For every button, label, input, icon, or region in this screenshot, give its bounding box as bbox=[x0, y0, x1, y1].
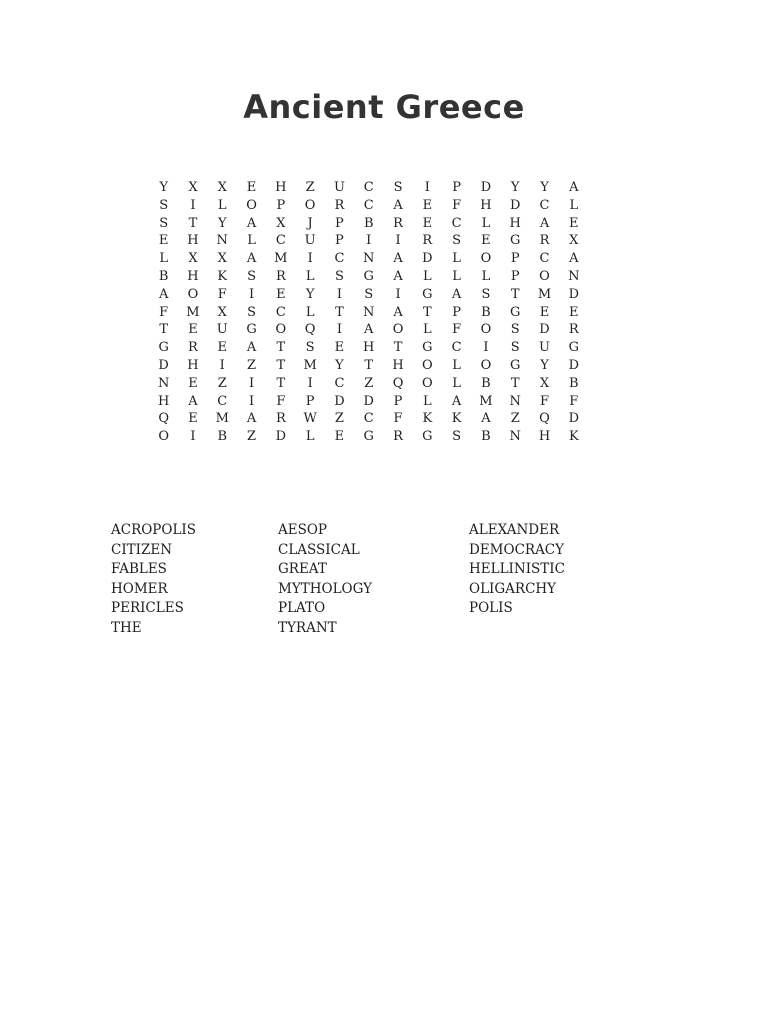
grid-letter: A bbox=[569, 180, 579, 195]
grid-letter: I bbox=[190, 197, 196, 213]
grid-letter: L bbox=[481, 215, 491, 231]
grid-letter: Z bbox=[305, 180, 315, 195]
grid-letter: S bbox=[305, 340, 315, 356]
page-title: Ancient Greece bbox=[243, 88, 525, 126]
grid-letter: D bbox=[568, 411, 580, 427]
grid-letter: B bbox=[158, 268, 169, 284]
grid-letter: O bbox=[246, 197, 257, 213]
grid-letter: G bbox=[422, 286, 433, 302]
grid-letter: X bbox=[217, 180, 227, 195]
grid-letter: L bbox=[481, 268, 491, 284]
grid-letter: B bbox=[481, 375, 491, 391]
grid-letter: I bbox=[219, 357, 225, 373]
grid-letter: C bbox=[539, 251, 550, 267]
grid-letter: P bbox=[305, 393, 315, 409]
grid-letter: R bbox=[393, 215, 403, 231]
grid-letter: T bbox=[335, 304, 344, 320]
grid-letter: L bbox=[452, 268, 461, 284]
word-list-item: PLATO bbox=[278, 600, 326, 617]
grid-letter: X bbox=[276, 215, 286, 231]
grid-letter: C bbox=[539, 197, 550, 213]
grid-letter: O bbox=[187, 286, 199, 302]
grid-letter: I bbox=[366, 233, 372, 249]
grid-letter: O bbox=[480, 322, 492, 338]
grid-letter: K bbox=[422, 411, 433, 427]
grid-letter: B bbox=[569, 375, 579, 391]
grid-letter: U bbox=[333, 180, 345, 195]
grid-letter: R bbox=[334, 197, 345, 213]
grid-letter: F bbox=[452, 197, 462, 213]
grid-letter: R bbox=[393, 429, 403, 445]
grid-letter: O bbox=[421, 375, 433, 391]
grid-letter: E bbox=[334, 429, 345, 445]
word-list-item: CITIZEN bbox=[111, 541, 173, 558]
grid-letter: S bbox=[510, 322, 520, 338]
word-list-item: ACROPOLIS bbox=[111, 522, 197, 538]
grid-letter: C bbox=[334, 251, 345, 267]
grid-letter: T bbox=[276, 340, 286, 356]
word-list-item: CLASSICAL bbox=[278, 541, 360, 558]
grid-letter: Q bbox=[304, 322, 316, 338]
grid-letter: P bbox=[510, 268, 520, 284]
grid-letter: R bbox=[275, 268, 286, 284]
grid-letter: F bbox=[393, 411, 403, 427]
grid-letter: T bbox=[159, 322, 168, 338]
grid-letter: U bbox=[304, 233, 316, 249]
grid-letter: C bbox=[334, 375, 345, 391]
grid-letter: S bbox=[334, 268, 344, 284]
word-list-item: DEMOCRACY bbox=[469, 541, 565, 558]
grid-letter: Z bbox=[364, 375, 374, 391]
grid-letter: Z bbox=[217, 375, 227, 391]
grid-letter: A bbox=[451, 286, 462, 302]
grid-letter: R bbox=[539, 233, 550, 249]
grid-letter: Y bbox=[217, 215, 227, 231]
grid-letter: O bbox=[392, 322, 404, 338]
grid-letter: Z bbox=[510, 411, 520, 427]
grid-letter: D bbox=[568, 357, 580, 373]
grid-letter: M bbox=[215, 411, 229, 427]
grid-letter: F bbox=[539, 393, 550, 409]
grid-letter: K bbox=[451, 411, 462, 427]
grid-letter: O bbox=[480, 251, 492, 267]
grid-letter: I bbox=[248, 286, 255, 302]
word-list bbox=[111, 521, 611, 661]
grid-letter: L bbox=[159, 251, 168, 267]
grid-letter: M bbox=[479, 393, 493, 409]
grid-letter: Y bbox=[335, 357, 344, 373]
word-list-item: OLIGARCHY bbox=[469, 580, 557, 597]
grid-letter: D bbox=[509, 197, 521, 213]
grid-letter: B bbox=[217, 429, 228, 445]
grid-letter: Y bbox=[305, 286, 315, 302]
grid-letter: X bbox=[569, 233, 579, 249]
word-list-item: AESOP bbox=[278, 522, 328, 538]
grid-letter: E bbox=[334, 340, 345, 356]
grid-letter: A bbox=[539, 215, 550, 231]
word-list-item: ALEXANDER bbox=[469, 522, 560, 538]
grid-letter: L bbox=[305, 429, 315, 445]
grid-letter: L bbox=[423, 268, 432, 284]
grid-letter: I bbox=[424, 180, 430, 195]
grid-letter: S bbox=[159, 197, 169, 213]
grid-letter: I bbox=[248, 375, 255, 391]
grid-letter: L bbox=[305, 268, 315, 284]
grid-letter: L bbox=[452, 357, 461, 373]
grid-letter: L bbox=[423, 393, 432, 409]
grid-letter: I bbox=[336, 286, 342, 302]
grid-letter: S bbox=[452, 233, 462, 249]
word-list-item: PERICLES bbox=[111, 600, 184, 617]
grid-letter: T bbox=[393, 340, 403, 356]
grid-letter: H bbox=[187, 357, 199, 373]
grid-letter: I bbox=[395, 286, 401, 302]
grid-letter: K bbox=[217, 268, 228, 284]
grid-letter: D bbox=[275, 429, 287, 445]
grid-letter: H bbox=[480, 197, 492, 213]
grid-letter: E bbox=[188, 375, 198, 391]
grid-letter: U bbox=[539, 340, 550, 356]
grid-letter: A bbox=[393, 304, 403, 320]
grid-letter: H bbox=[187, 233, 199, 249]
grid-letter: A bbox=[451, 393, 462, 409]
grid-letter: E bbox=[481, 233, 491, 249]
word-list-item: MYTHOLOGY bbox=[278, 580, 373, 597]
grid-letter: L bbox=[305, 304, 315, 320]
grid-letter: S bbox=[247, 304, 256, 320]
grid-letter: F bbox=[217, 286, 227, 302]
grid-letter: F bbox=[159, 304, 169, 320]
grid-letter: T bbox=[510, 375, 520, 391]
grid-letter: A bbox=[569, 251, 579, 267]
grid-letter: S bbox=[481, 286, 491, 302]
grid-letter: Z bbox=[247, 429, 257, 445]
grid-letter: A bbox=[188, 393, 198, 409]
grid-letter: P bbox=[335, 215, 344, 231]
grid-letter: N bbox=[509, 393, 521, 409]
grid-letter: G bbox=[158, 340, 169, 356]
grid-letter: P bbox=[393, 393, 403, 409]
grid-letter: O bbox=[480, 357, 492, 373]
grid-letter: T bbox=[276, 357, 286, 373]
grid-letter: G bbox=[246, 322, 257, 338]
grid-letter: D bbox=[568, 286, 580, 302]
grid-letter: E bbox=[188, 411, 198, 427]
grid-letter: A bbox=[393, 268, 403, 284]
grid-letter: X bbox=[217, 251, 227, 267]
grid-letter: E bbox=[158, 233, 169, 249]
grid-letter: I bbox=[248, 393, 255, 409]
grid-letter: E bbox=[422, 197, 433, 213]
grid-letter: Y bbox=[510, 180, 520, 195]
word-list-item: HELLINISTIC bbox=[469, 561, 565, 578]
grid-letter: Z bbox=[247, 357, 257, 373]
grid-letter: A bbox=[158, 286, 169, 302]
grid-letter: S bbox=[452, 429, 462, 445]
grid-letter: G bbox=[363, 429, 374, 445]
grid-letter: P bbox=[510, 251, 520, 267]
grid-letter: M bbox=[537, 286, 552, 302]
grid-letter: R bbox=[188, 340, 198, 356]
grid-letter: Z bbox=[334, 411, 344, 427]
grid-letter: O bbox=[158, 429, 169, 445]
grid-letter: B bbox=[481, 429, 491, 445]
grid-letter: R bbox=[568, 322, 579, 338]
grid-letter: X bbox=[539, 375, 550, 391]
grid-letter: S bbox=[364, 286, 374, 302]
grid-letter: A bbox=[246, 411, 257, 427]
grid-letter: T bbox=[422, 304, 432, 320]
grid-letter: E bbox=[276, 286, 286, 302]
grid-letter: G bbox=[510, 304, 521, 320]
grid-letter: M bbox=[303, 357, 317, 373]
grid-letter: S bbox=[510, 340, 520, 356]
word-list-item: GREAT bbox=[278, 561, 327, 578]
grid-letter: Q bbox=[392, 375, 404, 391]
grid-letter: E bbox=[539, 304, 550, 320]
grid-letter: P bbox=[276, 197, 286, 213]
grid-letter: L bbox=[452, 251, 461, 267]
grid-letter: G bbox=[363, 268, 374, 284]
grid-letter: B bbox=[363, 215, 374, 231]
grid-letter: E bbox=[422, 215, 433, 231]
grid-letter: I bbox=[307, 251, 313, 267]
grid-letter: S bbox=[247, 268, 256, 284]
grid-letter: S bbox=[393, 180, 403, 195]
grid-letter: S bbox=[159, 215, 169, 231]
grid-letter: A bbox=[393, 251, 403, 267]
grid-letter: E bbox=[569, 304, 579, 320]
grid-letter: X bbox=[188, 180, 198, 195]
grid-letter: C bbox=[451, 340, 462, 356]
grid-letter: R bbox=[422, 233, 433, 249]
grid-letter: I bbox=[395, 233, 401, 249]
grid-letter: L bbox=[569, 197, 579, 213]
grid-letter: L bbox=[423, 322, 432, 338]
grid-letter: A bbox=[481, 411, 491, 427]
grid-letter: F bbox=[569, 393, 579, 409]
grid-letter: X bbox=[188, 251, 198, 267]
grid-letter: N bbox=[157, 375, 170, 391]
grid-letter: O bbox=[421, 357, 433, 373]
grid-letter: I bbox=[483, 340, 489, 356]
grid-letter: B bbox=[481, 304, 491, 320]
grid-letter: D bbox=[363, 393, 374, 409]
word-list-item: FABLES bbox=[111, 561, 167, 578]
grid-letter: C bbox=[363, 197, 374, 213]
grid-letter: F bbox=[276, 393, 286, 409]
grid-letter: C bbox=[451, 215, 462, 231]
grid-letter: L bbox=[217, 197, 227, 213]
grid-letter: A bbox=[246, 251, 257, 267]
grid-letter: H bbox=[509, 215, 521, 231]
grid-letter: T bbox=[276, 375, 286, 391]
grid-letter: H bbox=[538, 429, 551, 445]
grid-letter: A bbox=[246, 215, 257, 231]
grid-letter: N bbox=[216, 233, 228, 249]
grid-letter: M bbox=[274, 251, 288, 267]
word-list-item: HOMER bbox=[111, 580, 168, 597]
grid-letter: C bbox=[363, 180, 374, 195]
grid-letter: Y bbox=[159, 180, 168, 195]
grid-letter: W bbox=[303, 411, 317, 427]
grid-letter: G bbox=[510, 357, 521, 373]
grid-letter: E bbox=[569, 215, 579, 231]
grid-letter: K bbox=[568, 429, 579, 445]
grid-letter: A bbox=[364, 322, 374, 338]
grid-letter: P bbox=[335, 233, 344, 249]
grid-letter: D bbox=[158, 357, 169, 373]
grid-letter: E bbox=[246, 180, 257, 195]
grid-letter: H bbox=[275, 180, 287, 195]
grid-letter: P bbox=[452, 304, 461, 320]
grid-letter: I bbox=[307, 375, 313, 391]
grid-letter: D bbox=[480, 180, 492, 195]
grid-letter: C bbox=[275, 233, 286, 249]
grid-letter: C bbox=[275, 304, 286, 320]
grid-letter: A bbox=[246, 340, 257, 356]
grid-letter: I bbox=[336, 322, 342, 338]
grid-letter: F bbox=[452, 322, 462, 338]
grid-letter: Y bbox=[540, 180, 549, 195]
word-list-item: POLIS bbox=[469, 600, 513, 617]
grid-letter: I bbox=[190, 429, 196, 445]
grid-letter: O bbox=[275, 322, 287, 338]
grid-letter: D bbox=[422, 251, 433, 267]
grid-letter: H bbox=[392, 357, 404, 373]
grid-letter: N bbox=[363, 304, 375, 320]
grid-letter: R bbox=[275, 411, 286, 427]
grid-letter: N bbox=[363, 251, 375, 267]
grid-letter: L bbox=[452, 375, 461, 391]
grid-letter: O bbox=[304, 197, 316, 213]
grid-letter: Y bbox=[540, 357, 549, 373]
word-search-grid bbox=[149, 179, 588, 446]
grid-letter: D bbox=[539, 322, 550, 338]
grid-letter: M bbox=[186, 304, 200, 320]
grid-letter: G bbox=[568, 340, 579, 356]
grid-letter: O bbox=[539, 268, 550, 284]
grid-letter: D bbox=[334, 393, 345, 409]
grid-letter: A bbox=[393, 197, 403, 213]
grid-letter: G bbox=[422, 340, 433, 356]
grid-letter: H bbox=[363, 340, 375, 356]
grid-letter: G bbox=[422, 429, 433, 445]
grid-letter: H bbox=[157, 393, 170, 409]
grid-letter: N bbox=[568, 268, 580, 284]
grid-letter: J bbox=[307, 215, 313, 231]
grid-letter: T bbox=[510, 286, 520, 302]
grid-letter: E bbox=[217, 340, 227, 356]
grid-letter: U bbox=[216, 322, 228, 338]
grid-letter: Q bbox=[158, 411, 169, 427]
grid-letter: C bbox=[363, 411, 374, 427]
grid-letter: P bbox=[452, 180, 461, 195]
grid-letter: E bbox=[188, 322, 198, 338]
grid-letter: X bbox=[217, 304, 227, 320]
grid-letter: T bbox=[188, 215, 198, 231]
grid-letter: T bbox=[364, 357, 374, 373]
grid-letter: Q bbox=[539, 411, 550, 427]
word-list-item: THE bbox=[111, 620, 142, 636]
grid-letter: G bbox=[510, 233, 521, 249]
grid-letter: H bbox=[187, 268, 199, 284]
grid-letter: N bbox=[509, 429, 521, 445]
word-list-item: TYRANT bbox=[278, 620, 337, 636]
grid-letter: L bbox=[247, 233, 256, 249]
grid-letter: C bbox=[217, 393, 228, 409]
